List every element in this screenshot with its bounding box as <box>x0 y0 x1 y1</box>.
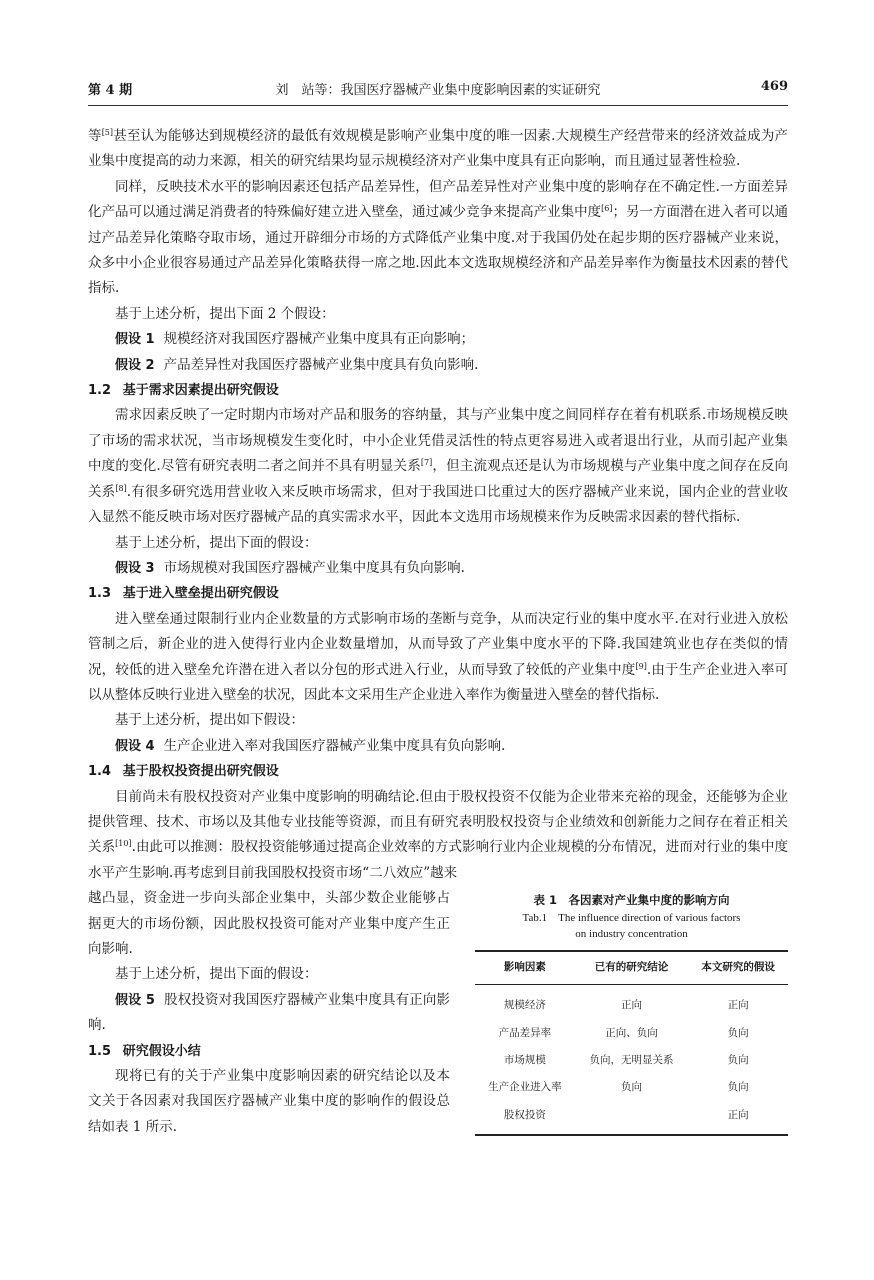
paragraph: 越凸显，资金进一步向头部企业集中，头部少数企业能够占据更大的市场份额，因此股权投资可能对产业集中度产生正向影响. <box>88 890 450 957</box>
hypothesis-label: 假设 2 <box>115 357 155 373</box>
two-column-region <box>88 886 788 1140</box>
influence-table <box>475 950 788 1136</box>
table-row <box>475 1047 788 1074</box>
paragraph: 需求因素反映了一定时期内市场对产品和服务的容纳量，其与产业集中度之间同样存在着有机联系.市场规模反映了市场的需求状况，当市场规模发生变化时，中小企业凭借灵活性的特点更容易进入或者退出行业，从而引起产业集中度的变化.尽管有研究表明二者之间并不具有明显关系[7]，但主流观点还是认为市场规模与产业集中度之间存在反向关系[8].有很多研究选用营业收入来反映市场需求，但对于我国进口比重过大的医疗器械产业来说，国内企业的营业收入显然不能反映市场对医疗器械产品的真实需求水平，因此本文选用市场规模来作为反映需求因素的替代指标. <box>88 407 789 526</box>
citation: [8] <box>115 483 127 493</box>
column-header: 已有的研究结论 <box>575 951 689 985</box>
paragraph: 同样，反映技术水平的影响因素还包括产品差异性，但产品差异性对产业集中度的影响存在不确定性.一方面差异化产品可以通过满足消费者的特殊偏好建立进入壁垒，通过减少竞争来提高产业集中度[6]；另一方面潜在进入者可以通过产品差异化策略夺取市场，通过开辟细分市场的方式降低产业集中度.对于我国仍处在起步期的医疗器械产业来说，众多中小企业很容易通过产品差异化策略获得一席之地.因此本文选取规模经济和产品差异率作为衡量技术因素的替代指标. <box>88 178 789 297</box>
hypothesis-2: 假设 2 产品差异性对我国医疗器械产业集中度具有负向影响. <box>115 356 479 373</box>
table-cell: 负向 <box>727 1026 749 1039</box>
table-cell: 市场规模 <box>503 1054 546 1066</box>
page-number: 469 <box>760 79 788 94</box>
table-cell: 生产企业进入率 <box>488 1081 562 1094</box>
hypothesis-label: 假设 4 <box>115 738 155 754</box>
table-row <box>475 1102 788 1135</box>
table-1 <box>475 886 788 1136</box>
table-cell: 产品差异率 <box>498 1026 552 1039</box>
citation: [6] <box>601 204 613 214</box>
table-cell: 正向 <box>620 999 642 1012</box>
citation: [10] <box>115 839 132 849</box>
paragraph: 进入壁垒通过限制行业内企业数量的方式影响市场的垄断与竞争，从而决定行业的集中度水平.在对行业进入放松管制之后，新企业的进入使得行业内企业数量增加，从而导致了产业集中度水平的下降.我国建筑业也存在类似的情况，较低的进入壁垒允许潜在进入者以分包的形式进入行业，从而导致了较低的产业集中度[9].由于生产企业进入率可以从整体反映行业进入壁垒的状况，因此本文采用生产企业进入率作为衡量进入壁垒的替代指标. <box>88 610 789 703</box>
column-header: 本文研究的假设 <box>688 951 788 985</box>
table-title-cn: 表 1 各因素对产业集中度的影响方向 <box>533 893 730 908</box>
section-heading-1-4: 1.4 基于股权投资提出研究假设 <box>88 764 279 780</box>
table-cell <box>575 1102 689 1135</box>
table-title-en: Tab.1 The influence direction of various factors <box>522 912 741 925</box>
table-row <box>475 985 788 1020</box>
citation: [9] <box>635 661 647 671</box>
column-header: 影响因素 <box>475 951 575 985</box>
table-cell: 负向，无明显关系 <box>589 1054 674 1066</box>
header-rule <box>88 105 788 106</box>
paragraph: 基于上述分析，提出下面的假设： <box>115 534 318 551</box>
hypothesis-label: 假设 1 <box>115 332 155 348</box>
table-cell: 负向 <box>727 1054 749 1066</box>
table-header-row <box>475 951 788 985</box>
issue-number: 第 4 期 <box>88 83 133 98</box>
table-row <box>475 1020 788 1047</box>
paragraph: 基于上述分析，提出下面 2 个假设： <box>115 305 335 322</box>
hypothesis-3: 假设 3 市场规模对我国医疗器械产业集中度具有负向影响. <box>115 559 465 576</box>
paragraph: 基于上述分析，提出下面的假设： <box>115 966 318 983</box>
table-cell: 股权投资 <box>475 1102 575 1135</box>
hypothesis-1: 假设 1 规模经济对我国医疗器械产业集中度具有正向影响； <box>115 331 475 348</box>
section-heading-1-3: 1.3 基于进入壁垒提出研究假设 <box>88 586 279 602</box>
hypothesis-label: 假设 5 <box>115 992 155 1008</box>
paragraph: 基于上述分析，提出如下假设： <box>115 712 304 729</box>
hypothesis-4: 假设 4 生产企业进入率对我国医疗器械产业集中度具有负向影响. <box>115 737 506 754</box>
section-heading-1-5: 1.5 研究假设小结 <box>88 1043 201 1059</box>
table-row <box>475 1074 788 1101</box>
table-cell: 正向 <box>688 1102 788 1135</box>
running-header <box>88 79 788 101</box>
table-cell: 负向 <box>620 1081 642 1094</box>
table-cell: 正向、负向 <box>605 1026 658 1039</box>
citation: [7] <box>420 458 433 468</box>
body-text <box>88 124 788 1140</box>
hypothesis-5: 假设 5 股权投资对我国医疗器械产业集中度具有正向影响. <box>88 991 451 1034</box>
hypothesis-label: 假设 3 <box>115 560 155 576</box>
paragraph: 等[5]甚至认为能够达到规模经济的最低有效规模是影响产业集中度的唯一因素.大规模生产经营带来的经济效益成为产业集中度提高的动力来源，相关的研究结果均显示规模经济对产业集中度具有正向影响，而且通过显著性检验. <box>88 128 788 170</box>
section-heading-1-2: 1.2 基于需求因素提出研究假设 <box>88 383 279 399</box>
table-cell: 规模经济 <box>503 999 546 1012</box>
left-column <box>88 886 450 1140</box>
table-cell: 负向 <box>727 1081 749 1094</box>
paragraph: 现将已有的关于产业集中度影响因素的研究结论以及本文关于各因素对我国医疗器械产业集中度的影响作的假设总结如表 1 所示. <box>88 1068 450 1135</box>
table-title-en-cont: on industry concentration <box>575 928 688 941</box>
paragraph: 目前尚未有股权投资对产业集中度影响的明确结论.但由于股权投资不仅能为企业带来充裕的现金，还能够为企业提供管理、技术、市场以及其他专业技能等资源，而且有研究表明股权投资与企业绩效和创新能力之间存在着正相关关系[10].由此可以推测：股权投资能够通过提高企业效率的方式影响行业内企业规模的分布情况，进而对行业的集中度水平产生影响.再考虑到目前我国股权投资市场“二八效应”越来 <box>88 788 788 881</box>
table-cell: 正向 <box>727 999 749 1012</box>
citation: [5] <box>101 128 114 137</box>
running-title: 刘 站等：我国医疗器械产业集中度影响因素的实证研究 <box>275 83 601 98</box>
